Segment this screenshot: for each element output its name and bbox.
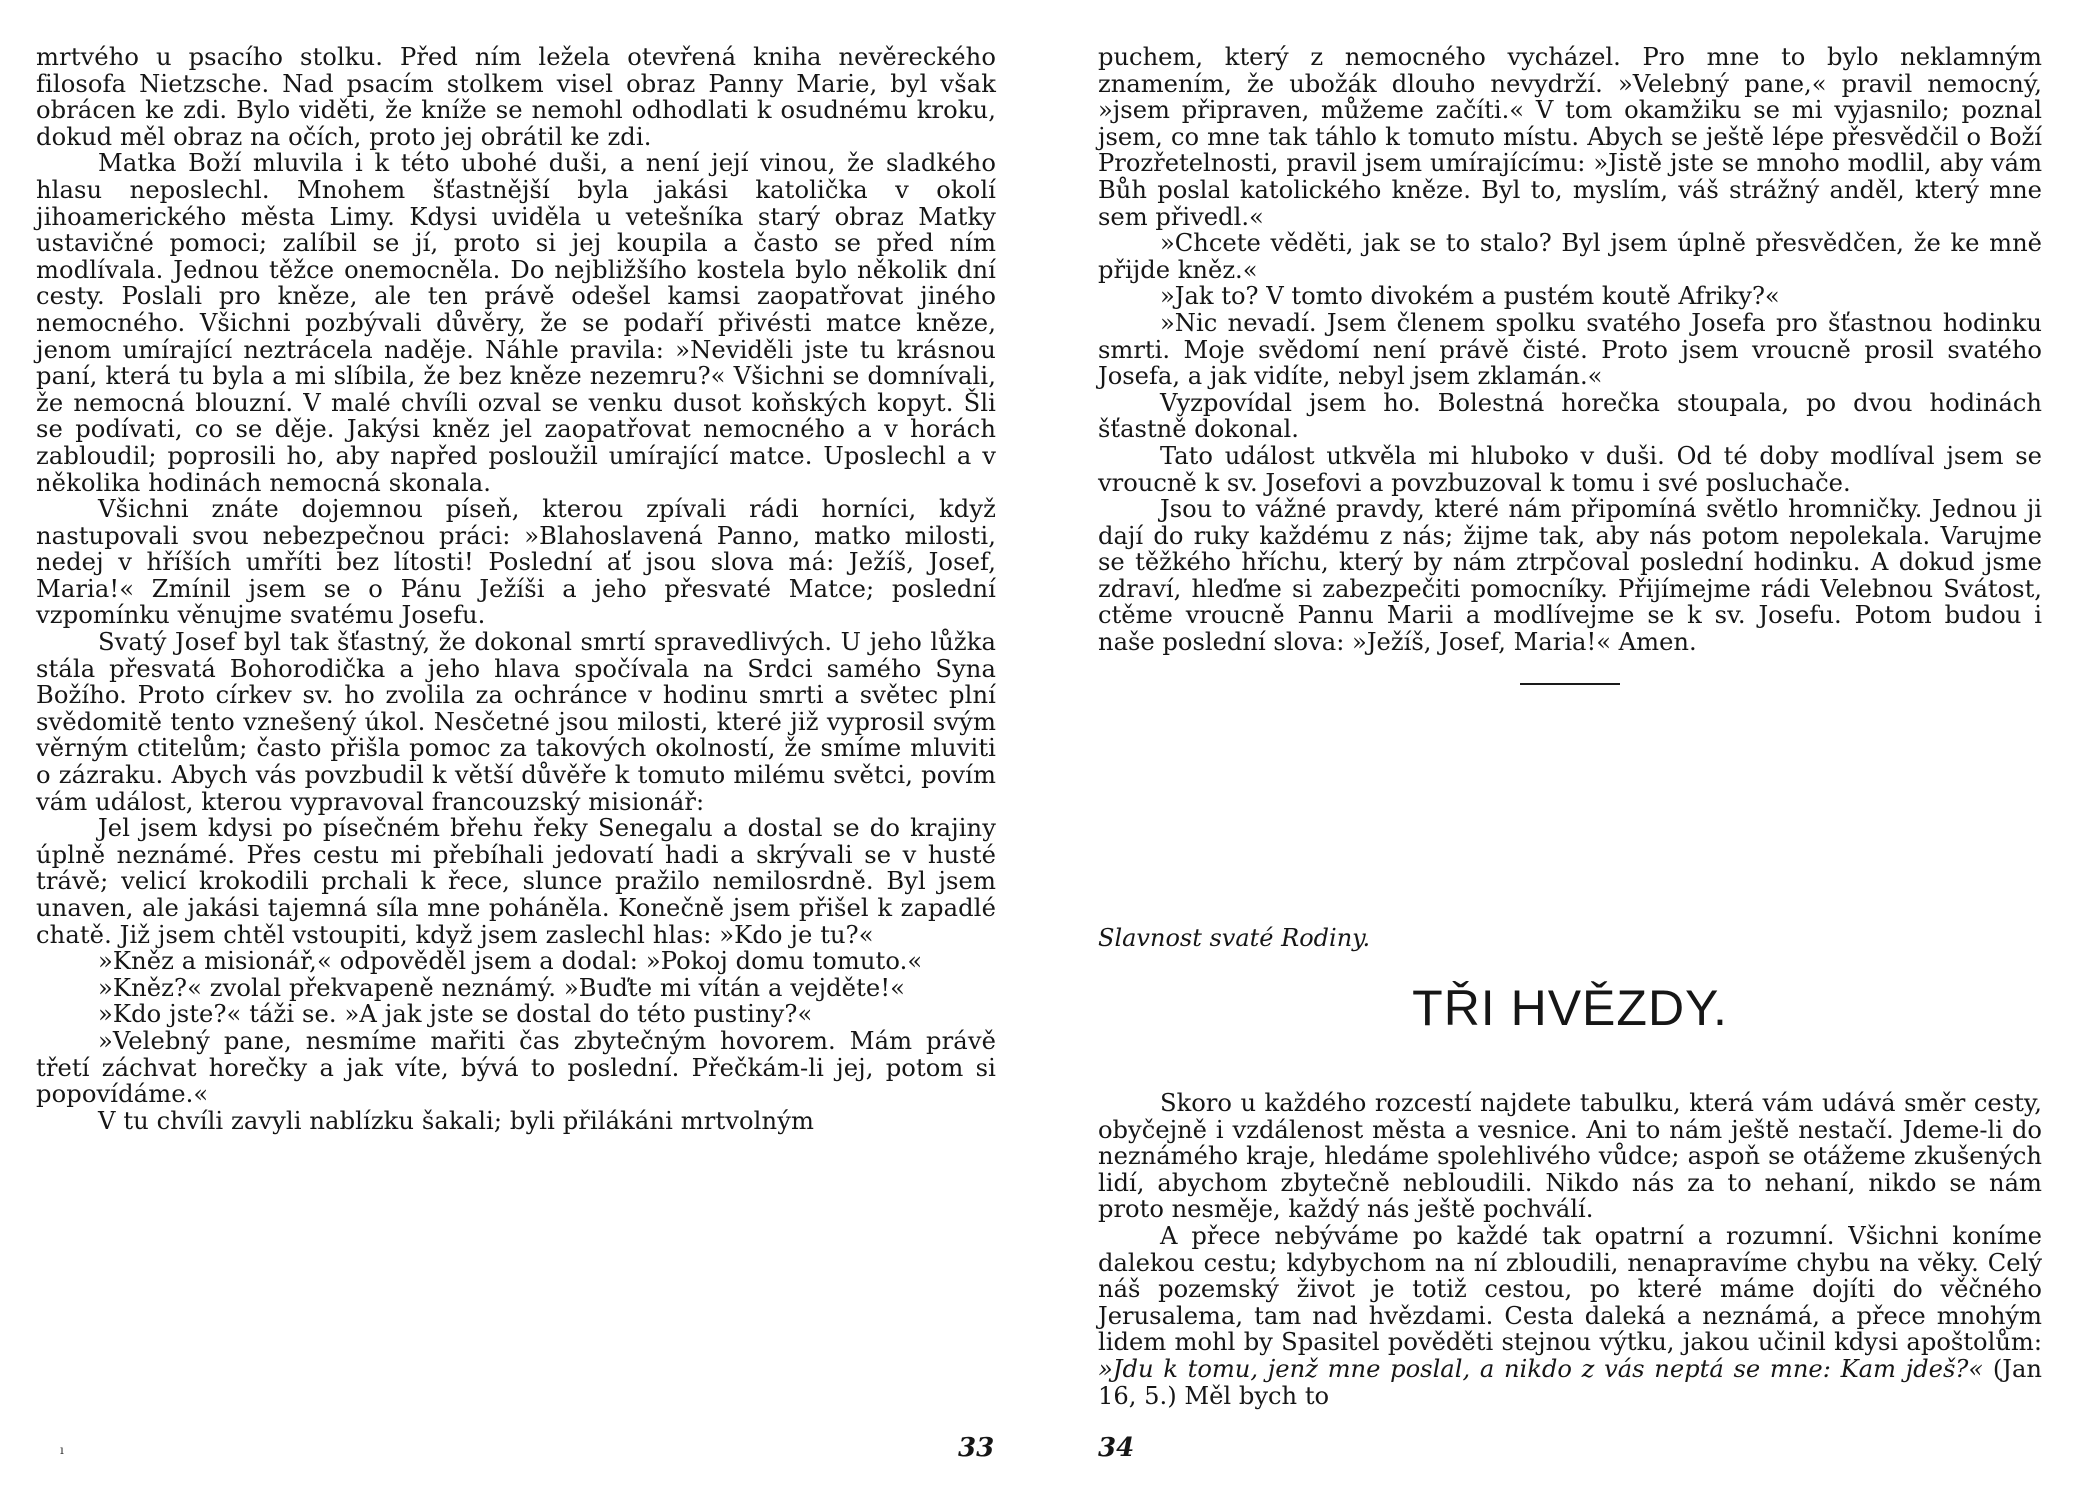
paragraph-body: A přece nebýváme po každé tak opatrní a rozumní. Všichni koníme dalekou cestu; kdybychom na ní zbloudili, nenapravíme chybu na věky. Celý náš pozemský život je totiž cestou, po které máme dojíti do věčného Jerusalema, tam nad hvězdami. Cesta daleká a neznámá, a přece mnohým lidem mohl by Spasitel pověděti stejnou výtku, jakou učinil kdysi apoštolům: xyxy=(1098,1221,2042,1357)
paragraph: »Jak to? V tomto divokém a pustém koutě Afriky?« xyxy=(1160,282,1780,311)
paragraph: »Velebný pane, nesmíme mařiti čas zbytečným hovorem. Mám právě třetí záchvat horečky a jak víte, bývá to poslední. Přečkám-li jej, potom si popovídáme.« xyxy=(36,1026,996,1109)
chapter-title: TŘI HVĚZDY. xyxy=(1412,980,1728,1036)
paragraph: Tato událost utkvěla mi hluboko v duši. Od té doby modlíval jsem se vroucně k sv. Josefovi a povzbuzoval k tomu i své posluchače. xyxy=(1098,441,2042,497)
left-page-text xyxy=(36,44,996,1134)
paragraph: »Kněz a misionář,« odpověděl jsem a dodal: »Pokoj domu tomuto.« xyxy=(98,947,923,976)
paragraph: »Kdo jste?« táži se. »A jak jste se dostal do této pustiny?« xyxy=(98,1000,813,1029)
paragraph: »Kněz?« zvolal překvapeně neznámý. »Buďte mi vítán a vejděte!« xyxy=(98,973,906,1002)
paragraph: puchem, který z nemocného vycházel. Pro mne to bylo neklamným znamením, že ubožák dlouho nevydrží. »Velebný pane,« pravil nemocný, »jsem připraven, můžeme začíti.« V tom okamžiku se mi vyjasnilo; poznal jsem, co mne tak táhlo k tomuto místu. Abych se ještě lépe přesvědčil o Boží Prozřetelnosti, pravil jsem umírajícímu: »Jistě jste se mnoho modlil, aby vám Bůh poslal katolického kněze. Byl to, myslím, váš strážný anděl, který mne sem přivedl.« xyxy=(1098,43,2042,231)
page-number-right: 34 xyxy=(1098,1433,1135,1463)
paragraph: Všichni znáte dojemnou píseň, kterou zpívali rádi horníci, když nastupovali svou nebezpečnou práci: »Blahoslavená Panno, matko milosti, nedej v hříších umříti bez lítosti! Poslední ať jsou slova má: Ježíš, Josef, Maria!« Zmínil jsem se o Pánu Ježíši a jeho přesvaté Matce; poslední vzpomínku věnujme svatému Josefu. xyxy=(36,495,996,630)
scripture-reference: (Jan 16, 5.) Měl bych to xyxy=(1098,1354,2042,1410)
corner-mark: ı xyxy=(60,1443,64,1457)
paragraph: Skoro u každého rozcestí najdete tabulku, která vám udává směr cesty, obyčejně i vzdálenost města a vesnice. Ani to nám ještě nestačí. Jdeme-li do neznámého kraje, hledáme spolehlivého vůdce; aspoň se otážeme zkušených lidí, abychom zbytečně nebloudili. Nikdo nás za to nehaní, nikdo se nám proto nesměje, každý nás ještě pochválí. xyxy=(1098,1089,2042,1224)
right-page xyxy=(1098,43,2042,1410)
paragraph: Matka Boží mluvila i k této ubohé duši, a není její vinou, že sladkého hlasu neposlechl. Mnohem šťastnější byla jakási katolička v okolí jihoamerického města Limy. Kdysi uviděla u vetešníka starý obraz Matky ustavičné pomoci; zalíbil se jí, proto si jej koupila a často se před ním modlívala. Jednou těžce onemocněla. Do nejbližšího kostela bylo několik dní cesty. Poslali pro kněze, ale ten právě odešel kamsi zaopatřovat jiného nemocného. Všichni pozbývali důvěry, že se podaří přivésti matce kněze, jenom umírající neztrácela naděje. Náhle pravila: »Neviděli jste tu krásnou paní, která tu byla a mi slíbila, že bez kněze nezemru?« Všichni se domnívali, že nemocná blouzní. V malé chvíli ozval se venku dusot koňských kopyt. Šli se podívati, co se děje. Jakýsi kněz jel zaopatřovat nemocného a v horách zabloudil; poprosili ho, aby napřed posloužil umírající matce. Uposlechl a v několika hodinách nemocná skonala. xyxy=(36,149,996,497)
page-number-left: 33 xyxy=(958,1433,995,1463)
chapter-text xyxy=(1098,1090,2042,1409)
paragraph: Jsou to vážné pravdy, které nám připomíná světlo hromničky. Jednou ji dají do ruky každému z nás; žijme tak, aby nás potom nepolekala. Varujme se těžkého hříchu, který by nám ztrpčoval poslední hodinku. A dokud jsme zdraví, hleďme si zabezpečiti pomocníky. Přijímejme rádi Velebnou Svátost, ctěme vroucně Pannu Marii a modlívejme se k sv. Josefu. Potom budou i naše poslední slova: »Ježíš, Josef, Maria!« Amen. xyxy=(1098,495,2042,657)
left-page xyxy=(36,44,996,1134)
right-page-text xyxy=(1098,44,2042,656)
paragraph: »Chcete věděti, jak se to stalo? Byl jsem úplně přesvědčen, že ke mně přijde kněz.« xyxy=(1098,229,2042,284)
paragraph: V tu chvíli zavyli nablízku šakali; byli přilákáni mrtvolným xyxy=(98,1106,814,1135)
paragraph: Jel jsem kdysi po písečném břehu řeky Senegalu a dostal se do krajiny úplně neznámé. Přes cestu mi přebíhali jedovatí hadi a skrývali se v husté trávě; velicí krokodili prchali k řece, slunce pražilo nemilosrdně. Byl jsem unaven, ale jakási tajemná síla mne poháněla. Konečně jsem přišel k zapadlé chatě. Již jsem chtěl vstoupiti, když jsem zaslechl hlas: »Kdo je tu?« xyxy=(36,814,996,949)
paragraph: mrtvého u psacího stolku. Před ním ležela otevřená kniha nevěreckého filosofa Nietzsche. Nad psacím stolkem visel obraz Panny Marie, byl však obrácen ke zdi. Bylo viděti, že kníže se nemohl odhodlati k osudnému kroku, dokud měl obraz na očích, proto jej obrátil ke zdi. xyxy=(36,43,996,151)
scripture-quote: »Jdu k tomu, jenž mne poslal, a nikdo z vás neptá se mne: Kam jdeš?« xyxy=(1098,1354,1984,1383)
paragraph xyxy=(1098,1223,2042,1409)
paragraph: Vyzpovídal jsem ho. Bolestná horečka stoupala, po dvou hodinách šťastně dokonal. xyxy=(1098,388,2042,444)
section-divider xyxy=(1520,683,1620,685)
paragraph: »Nic nevadí. Jsem členem spolku svatého Josefa pro šťastnou hodinku smrti. Moje svědomí není právě čisté. Proto jsem vroucně prosil svatého Josefa, a jak vidíte, nebyl jsem zklamán.« xyxy=(1098,308,2042,391)
feast-heading: Slavnost svaté Rodiny. xyxy=(1098,924,1371,952)
paragraph: Svatý Josef byl tak šťastný, že dokonal smrtí spravedlivých. U jeho lůžka stála přesvatá Bohorodička a jeho hlava spočívala na Srdci samého Syna Božího. Proto církev sv. ho zvolila za ochránce v hodinu smrti a světec plní svědomitě tento vznešený úkol. Nesčetné jsou milosti, které již vyprosil svým věrným ctitelům; často přišla pomoc za takových okolností, že smíme mluviti o zázraku. Abych vás povzbudil k větší důvěře k tomuto milému světci, povím vám událost, kterou vypravoval francouzský misionář: xyxy=(36,628,996,816)
